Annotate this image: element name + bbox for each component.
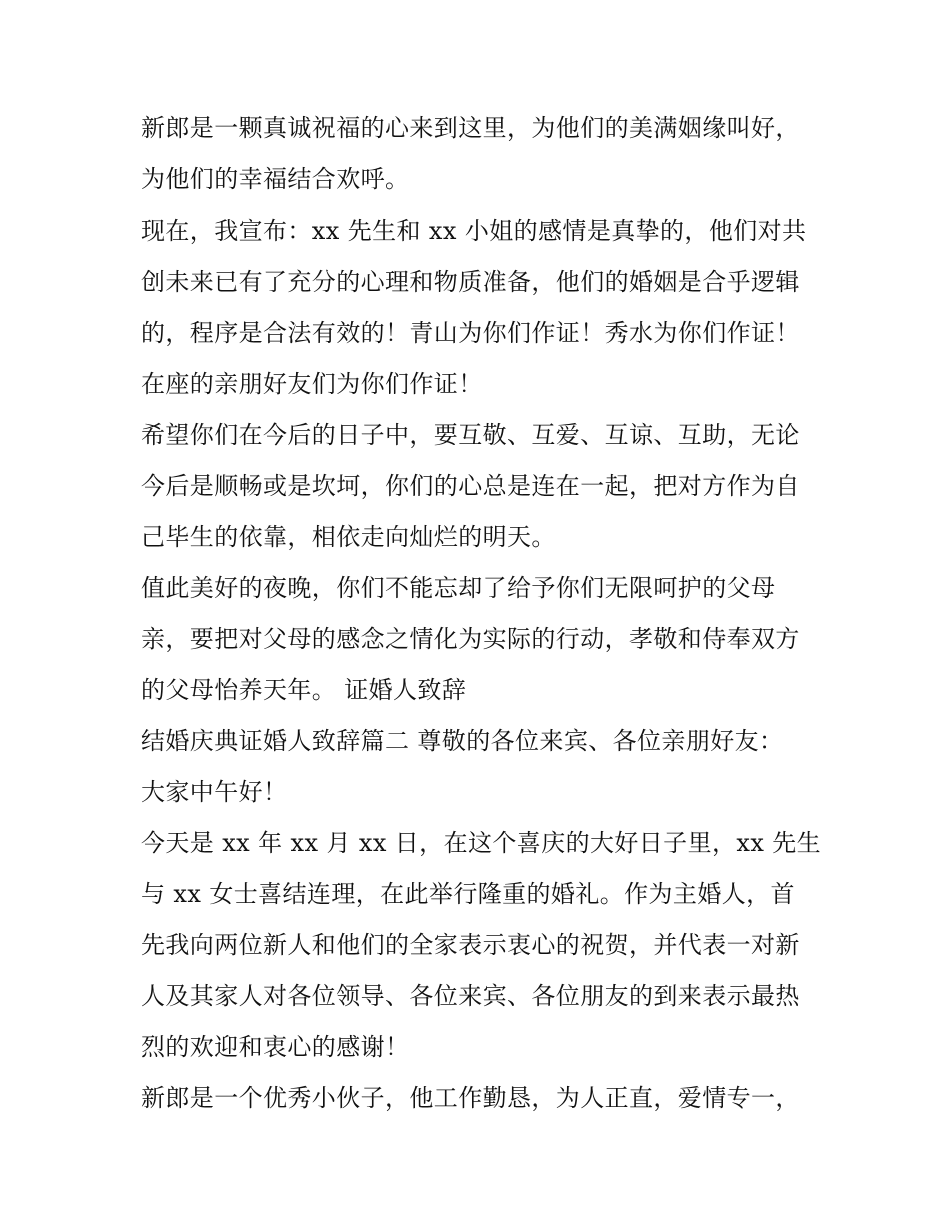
text-line: 亲，要把对父母的感念之情化为实际的行动，孝敬和侍奉双方 [141, 625, 800, 653]
text-line: 与 xx 女士喜结连理，在此举行隆重的婚礼。作为主婚人，首 [141, 880, 795, 908]
text-line: 现在，我宣布：xx 先生和 xx 小姐的感情是真挚的，他们对共 [141, 217, 807, 245]
text-line: 结婚庆典证婚人致辞篇二 尊敬的各位来宾、各位亲朋好友： [141, 727, 784, 755]
text-line: 为他们的幸福结合欢呼。 [141, 165, 410, 193]
text-line: 的父母怡养天年。 证婚人致辞 [141, 676, 467, 704]
text-line: 烈的欢迎和衷心的感谢！ [141, 1033, 410, 1061]
text-line: 己毕生的依靠，相依走向灿烂的明天。 [141, 523, 556, 551]
text-line: 大家中午好！ [141, 778, 288, 806]
text-line: 新郎是一个优秀小伙子，他工作勤恳，为人正直，爱情专一， [141, 1084, 800, 1112]
text-line: 值此美好的夜晚，你们不能忘却了给予你们无限呵护的父母 [141, 574, 776, 602]
text-line: 先我向两位新人和他们的全家表示衷心的祝贺，并代表一对新 [141, 931, 800, 959]
text-line: 今天是 xx 年 xx 月 xx 日，在这个喜庆的大好日子里，xx 先生 [141, 829, 822, 857]
text-line: 希望你们在今后的日子中，要互敬、互爱、互谅、互助，无论 [141, 421, 800, 449]
text-line: 的，程序是合法有效的！青山为你们作证！秀水为你们作证！ [141, 319, 800, 347]
text-line: 创未来已有了充分的心理和物质准备，他们的婚姻是合乎逻辑 [141, 268, 800, 296]
text-line: 新郎是一颗真诚祝福的心来到这里，为他们的美满姻缘叫好， [141, 114, 800, 142]
text-line: 在座的亲朋好友们为你们作证！ [141, 370, 483, 398]
text-line: 今后是顺畅或是坎坷，你们的心总是连在一起，把对方作为自 [141, 472, 800, 500]
text-line: 人及其家人对各位领导、各位来宾、各位朋友的到来表示最热 [141, 982, 800, 1010]
